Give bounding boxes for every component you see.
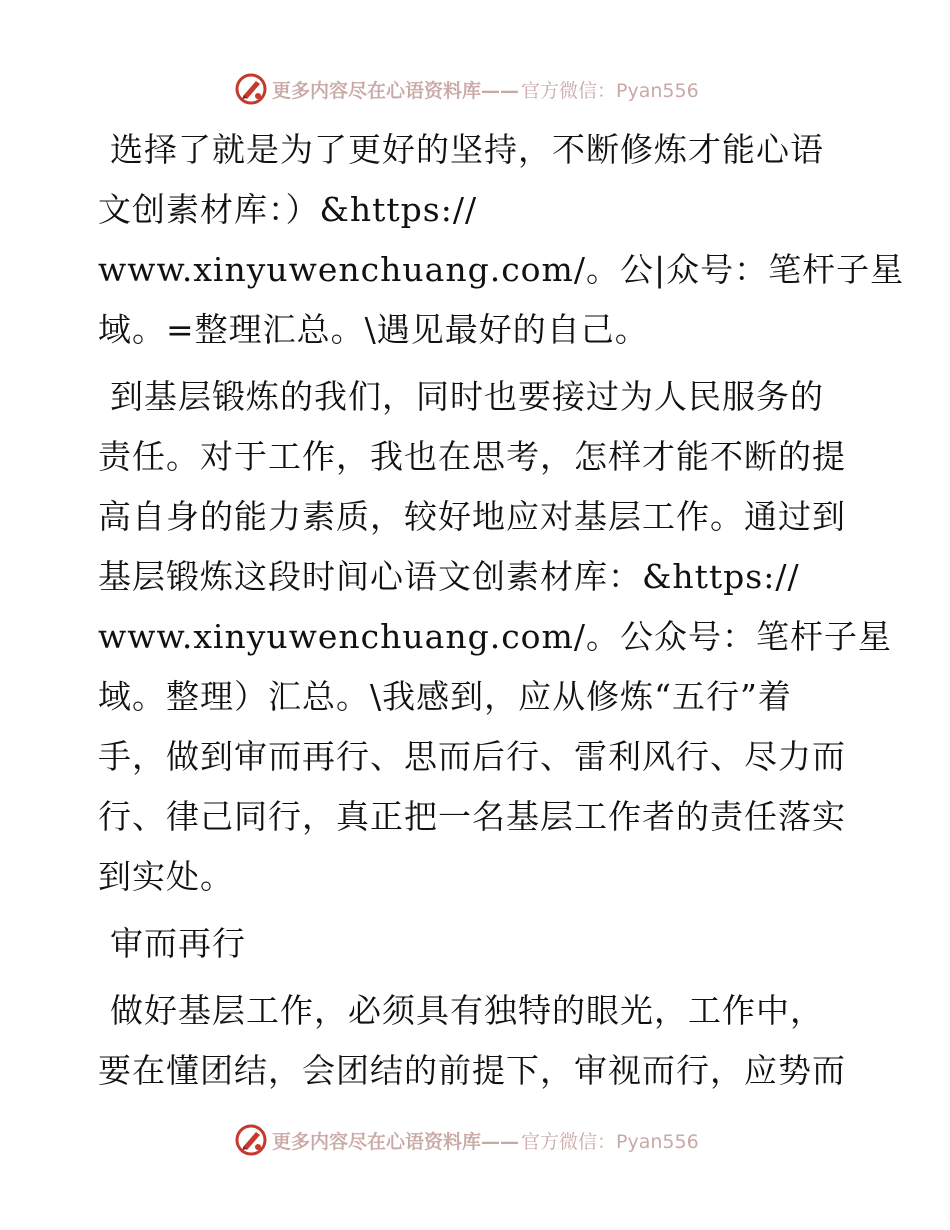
text-line: www.xinyuwenchuang.com/。公众号：笔杆子星: [98, 617, 892, 656]
banner-wechat-text: 官方微信：Pyan556: [521, 79, 699, 102]
section-heading: [98, 914, 858, 974]
text-line: 基层锻炼这段时间心语文创素材库：&https://: [98, 557, 800, 596]
banner-wechat-text: 官方微信：Pyan556: [521, 1130, 699, 1153]
logo-icon: [234, 1123, 268, 1157]
banner-lead-text: 更多内容尽在心语资料库——: [272, 1130, 520, 1153]
header-banner: [234, 72, 699, 106]
heading-line: 审而再行: [110, 924, 246, 963]
paragraph-1: [98, 120, 905, 360]
text-line: 域。=整理汇总。\遇见最好的自己。: [98, 310, 649, 349]
document-body: [98, 120, 905, 1101]
text-line: 选择了就是为了更好的坚持，不断修炼才能心语: [110, 130, 824, 169]
text-line: 行、律己同行，真正把一名基层工作者的责任落实: [98, 797, 846, 836]
text-line: 域。整理）汇总。\我感到，应从修炼“五行”着: [98, 677, 792, 716]
text-line: www.xinyuwenchuang.com/。公|众号：笔杆子星: [98, 250, 905, 289]
text-line: 责任。对于工作，我也在思考，怎样才能不断的提: [98, 437, 846, 476]
paragraph-3: [98, 981, 858, 1101]
text-line: 文创素材库：）&https://: [98, 190, 478, 229]
banner-lead-text: 更多内容尽在心语资料库——: [272, 79, 520, 102]
paragraph-2: [98, 367, 892, 907]
text-line: 要在懂团结，会团结的前提下，审视而行，应势而: [98, 1051, 846, 1090]
text-line: 到基层锻炼的我们，同时也要接过为人民服务的: [110, 377, 824, 416]
footer-banner: [234, 1123, 699, 1157]
text-line: 高自身的能力素质，较好地应对基层工作。通过到: [98, 497, 846, 536]
logo-icon: [234, 72, 268, 106]
text-line: 到实处。: [98, 857, 234, 896]
text-line: 手，做到审而再行、思而后行、雷利风行、尽力而: [98, 737, 846, 776]
text-line: 做好基层工作，必须具有独特的眼光，工作中，: [110, 991, 824, 1030]
